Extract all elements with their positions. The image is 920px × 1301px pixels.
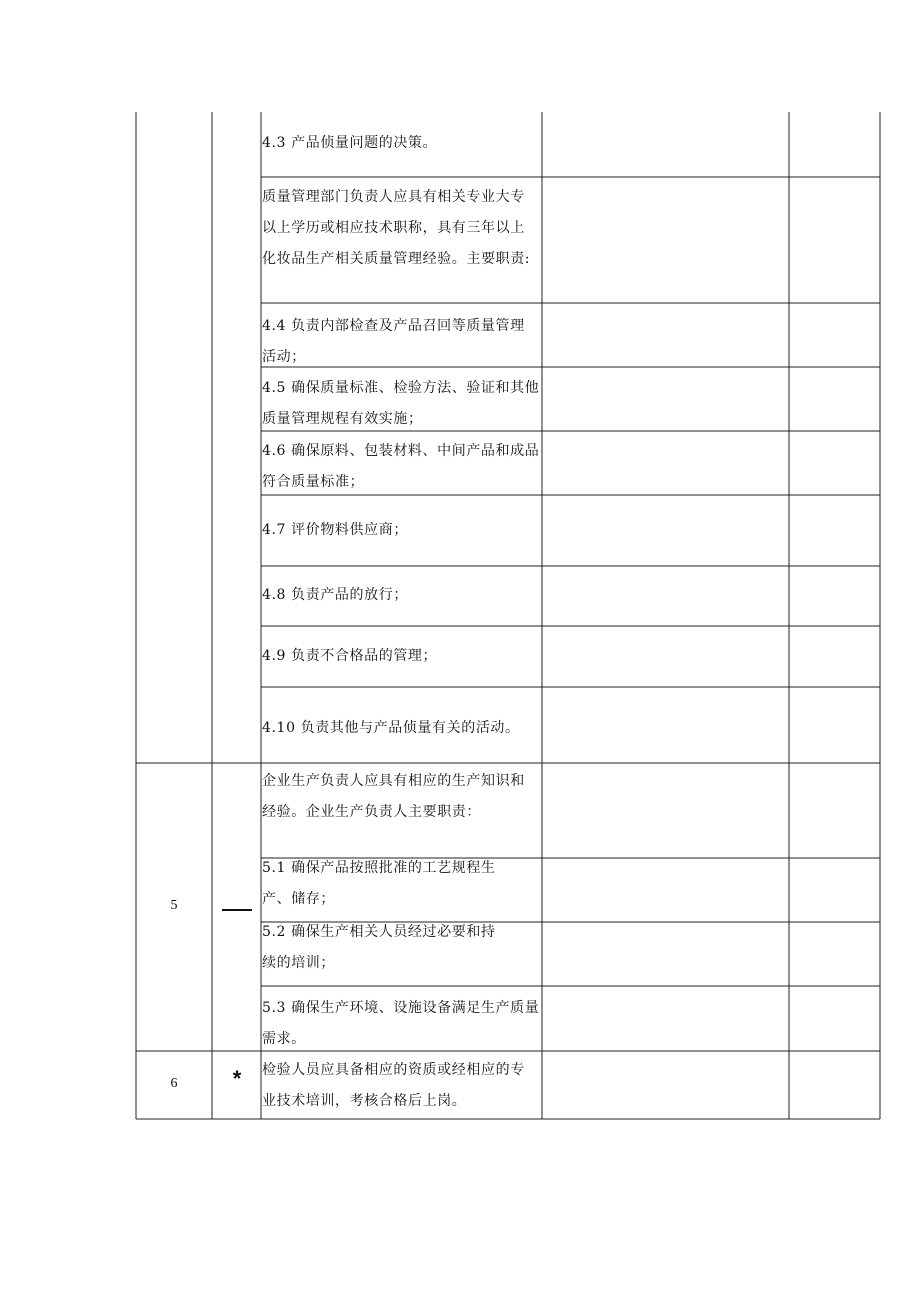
row-text-line: 符合质量标准； — [262, 474, 365, 490]
row-text-line: 质量管理规程有效实施； — [262, 411, 423, 427]
row-4-6 — [262, 436, 539, 498]
asterisk-mark: * — [232, 1066, 242, 1091]
row-text-line: 经验。企业生产负责人主要职责： — [262, 804, 481, 820]
row-6 — [262, 1055, 525, 1117]
row-text-line: 检验人员应具备相应的资质或经相应的专 — [262, 1062, 525, 1078]
row-text-line: 4.10 负责其他与产品侦量有关的活动。 — [262, 720, 520, 736]
section-number-6: 6 — [170, 1076, 178, 1091]
row-4-4 — [262, 311, 525, 373]
row-text-line: 4.8 负责产品的放行； — [262, 587, 408, 603]
row-text-line: 4.3 产品侦量问题的决策。 — [262, 135, 438, 151]
row-text-line: 以上学历或相应技术职称，具有三年以上 — [262, 220, 525, 236]
row-5-3 — [262, 993, 539, 1055]
row-text-line: 续的培训； — [262, 955, 335, 971]
row-4-8 — [262, 580, 408, 611]
row-text-line: 5.3 确保生产环境、设施设备满足生产质量 — [262, 1000, 540, 1016]
row-text-line: 质量管理部门负责人应具有相关专业大专 — [262, 189, 525, 205]
row-text-line: 4.6 确保原料、包装材料、中间产品和成品 — [262, 443, 540, 459]
row-text-line: 4.4 负责内部检查及产品召回等质量管理 — [262, 318, 525, 334]
row-text-line: 4.9 负责不合格品的管理； — [262, 648, 438, 664]
row-text-line: 需求。 — [262, 1031, 306, 1047]
row-4-intro — [262, 182, 530, 275]
row-5-intro — [262, 766, 525, 828]
section-number-5: 5 — [170, 898, 178, 913]
row-5-1 — [262, 853, 496, 915]
row-4-5 — [262, 373, 539, 435]
dash-mark — [222, 909, 252, 911]
row-text-line: 企业生产负责人应具有相应的生产知识和 — [262, 773, 525, 789]
row-text-line: 活动； — [262, 349, 306, 365]
row-text-line: 5.2 确保生产相关人员经过必要和持 — [262, 924, 496, 940]
row-text-line: 业技术培训，考核合格后上岗。 — [262, 1093, 467, 1109]
row-4-7 — [262, 515, 408, 546]
row-4-3 — [262, 128, 437, 159]
row-text-line: 化妆品生产相关质量管理经验。主要职责: — [262, 251, 531, 267]
row-4-9 — [262, 641, 437, 672]
row-text-line: 5.1 确保产品按照批准的工艺规程生 — [262, 860, 496, 876]
row-text-line: 4.7 评价物料供应商； — [262, 522, 408, 538]
row-text-line: 4.5 确保质量标准、检验方法、验证和其他 — [262, 380, 540, 396]
row-4-10 — [262, 713, 520, 744]
row-text-line: 产、储存； — [262, 891, 335, 907]
row-5-2 — [262, 917, 496, 979]
